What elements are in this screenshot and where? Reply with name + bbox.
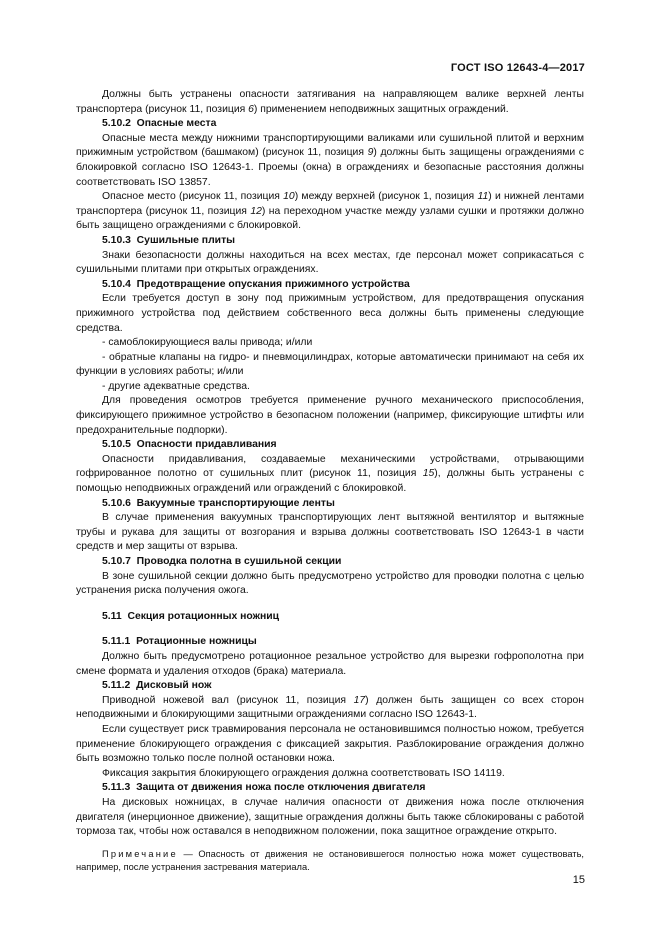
document-body [76, 88, 584, 883]
paragraph: Должно быть предусмотрено ротационное резальное устройство для вырезки гофрополотна при смене формата и удаления отходов (брака) материала. [76, 650, 584, 677]
section-heading-5-10-3: 5.10.3 Сушильные плиты [102, 234, 236, 246]
section-heading-5-10-5: 5.10.5 Опасности придавливания [102, 439, 277, 451]
paragraph: В зоне сушильной секции должно быть предусмотрено устройство для проводки полотна с целью устранения риска получения ожога. [76, 570, 584, 597]
list-item: - самоблокирующиеся валы привода; и/или [102, 337, 313, 349]
paragraph: Опасное место (рисунок 11, позиция 10) между верхней (рисунок 1, позиция 11) и нижней лентами транспортера (рисунок 11, позиция 12) на переходном участке между узлами сушки и протяжки должно быть защищено ограждениями с блокировкой. [76, 191, 584, 232]
section-heading-5-11-2: 5.11.2 Дисковый нож [102, 680, 212, 692]
section-heading-5-11-3: 5.11.3 Защита от движения ножа после отключения двигателя [102, 782, 426, 794]
section-heading-5-10-2: 5.10.2 Опасные места [102, 118, 217, 130]
section-heading-5-11: 5.11 Секция ротационных ножниц [102, 610, 280, 622]
paragraph: Для проведения осмотров требуется применение ручного механического приспособления, фиксирующего прижимное устройство в безопасном положении (например, фиксирующие штифты или предохранительные подпорки). [76, 395, 584, 436]
paragraph: Должны быть устранены опасности затягивания на направляющем валике верхней ленты транспортера (рисунок 11, позиция 6) применением неподвижных защитных ограждений. [76, 89, 584, 115]
paragraph: Если требуется доступ в зону под прижимным устройством, для предотвращения опускания прижимного устройства под действием собственного веса должны быть применены следующие средства. [76, 293, 584, 334]
paragraph: Опасности придавливания, создаваемые механическими устройствами, отрывающими гофрированное полотно от сушильных плит (рисунок 11, позиция 15), должны быть устранены с помощью неподвижных ограждений или ограждений с блокировкой. [76, 453, 584, 495]
paragraph: В случае применения вакуумных транспортирующих лент вытяжной вентилятор и вытяжные трубы и рукава для защиты от возгорания и взрыва должны соответствовать ISO 12643-1 в части средств и мер защиты от взрыва. [76, 512, 584, 553]
document-id: ГОСТ ISO 12643-4—2017 [450, 62, 585, 74]
paragraph: Фиксация закрытия блокирующего ограждения должна соответствовать ISO 14119. [102, 767, 505, 779]
paragraph: Знаки безопасности должны находиться на всех местах, где персонал может соприкасаться с сушильными плитами при открытых ограждениях. [76, 249, 584, 276]
note-text: — Опасность от движения не остановившегося полностью ножа может существовать, например, после устранения застревания материала. [76, 848, 584, 872]
paragraph: На дисковых ножницах, в случае наличия опасности от движения ножа после отключения двигателя (инерционное движение), защитные ограждения должны быть также сблокированы с работой тормоза так, чтобы нож оставался в неподвижном положении, пока защитное ограждение открыто. [76, 796, 584, 838]
page-number: 15 [572, 874, 585, 886]
paragraph: Приводной ножевой вал (рисунок 11, позиция 17) должен быть защищен со всех сторон неподвижными и блокирующими защитными ограждениями согласно ISO 12643-1. [76, 694, 584, 721]
list-item: - обратные клапаны на гидро- и пневмоцилиндрах, которые автоматически принимают на себя их функции в условиях работы; и/или [76, 351, 584, 378]
section-heading-5-11-1: 5.11.1 Ротационные ножницы [102, 636, 257, 648]
list-item: - другие адекватные средства. [102, 380, 250, 392]
paragraph: Опасные места между нижними транспортирующими валиками или сушильной плитой и верхним прижимным устройством (башмаком) (рисунок 11, позиция 9) должны быть защищены ограждениями с блокировкой согласно ISO 12643-1. Проемы (окна) в ограждениях и безопасные расстояния должны соответствовать ISO 13857. [76, 132, 584, 188]
paragraph: Если существует риск травмирования персонала не остановившимся полностью ножом, требуется применение блокирующего ограждения с фиксацией закрытия. Разблокирование ограждения должно быть возможно только после полной остановки ножа. [76, 723, 584, 765]
section-heading-5-10-4: 5.10.4 Предотвращение опускания прижимного устройства [102, 278, 410, 290]
section-heading-5-10-7: 5.10.7 Проводка полотна в сушильной секции [102, 556, 342, 567]
note-label: Примечание [102, 848, 178, 859]
note [76, 848, 584, 874]
section-heading-5-10-6: 5.10.6 Вакуумные транспортирующие ленты [102, 497, 335, 509]
